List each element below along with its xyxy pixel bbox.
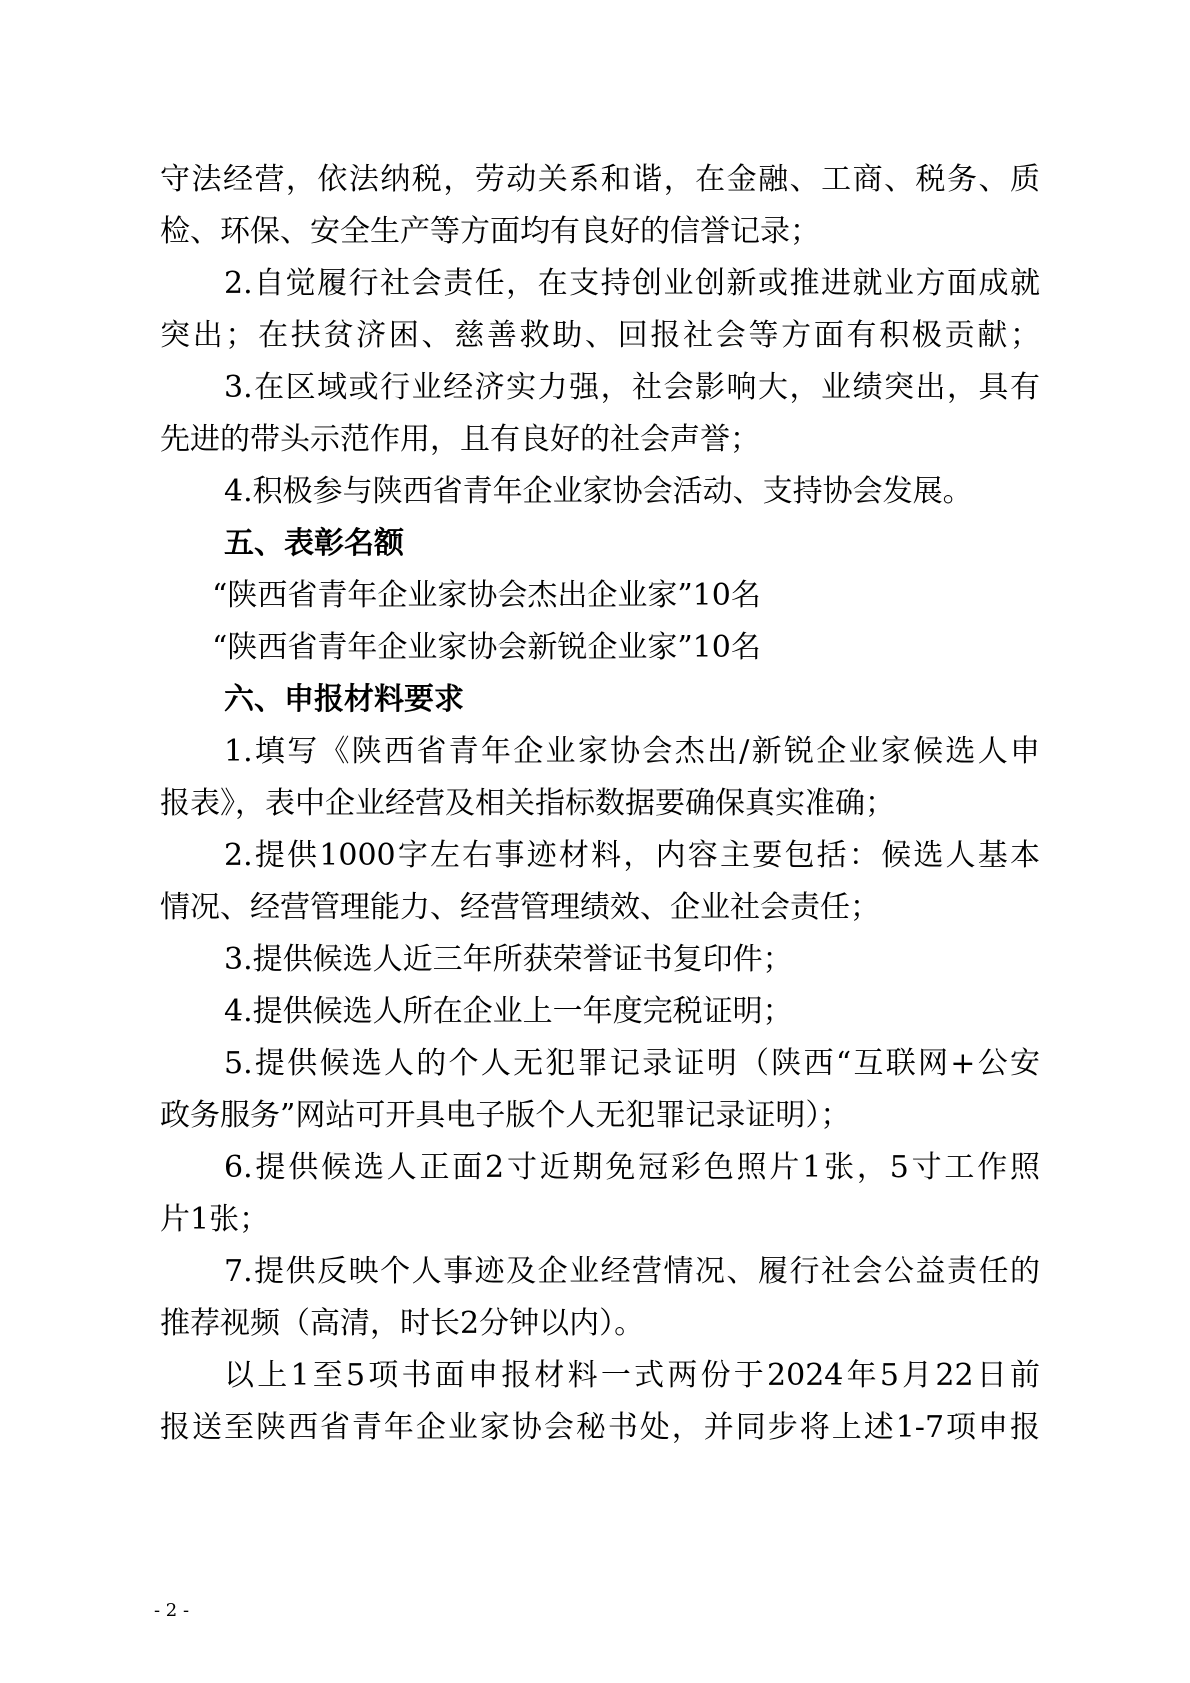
body-line: 7.提供反映个人事迹及企业经营情况、履行社会公益责任的 <box>224 1254 1040 1289</box>
award-quota-line: “陕西省青年企业家协会新锐企业家”10名 <box>212 630 761 665</box>
section-heading: 六、申报材料要求 <box>224 682 464 717</box>
body-line: 守法经营，依法纳税，劳动关系和谐，在金融、工商、税务、质 <box>160 162 1040 197</box>
body-line: 6.提供候选人正面2寸近期免冠彩色照片1张，5寸工作照 <box>224 1150 1040 1185</box>
body-line: 3.提供候选人近三年所获荣誉证书复印件； <box>224 942 793 977</box>
award-quota-line: “陕西省青年企业家协会杰出企业家”10名 <box>212 578 761 613</box>
page-number: - 2 - <box>154 1600 190 1621</box>
body-line: 报送至陕西省青年企业家协会秘书处，并同步将上述1-7项申报 <box>160 1410 1040 1445</box>
body-line: 先进的带头示范作用，且有良好的社会声誉； <box>160 422 760 457</box>
body-line: 以上1至5项书面申报材料一式两份于2024年5月22日前 <box>224 1358 1040 1393</box>
body-line: 报表》，表中企业经营及相关指标数据要确保真实准确； <box>160 786 895 821</box>
body-line: 推荐视频（高清，时长2分钟以内）。 <box>160 1306 645 1341</box>
body-line: 4.积极参与陕西省青年企业家协会活动、支持协会发展。 <box>224 474 973 509</box>
body-line: 2.自觉履行社会责任，在支持创业创新或推进就业方面成就 <box>224 266 1040 301</box>
body-line: 4.提供候选人所在企业上一年度完税证明； <box>224 994 793 1029</box>
body-line: 突出；在扶贫济困、慈善救助、回报社会等方面有积极贡献； <box>160 318 1040 353</box>
body-line: 政务服务”网站可开具电子版个人无犯罪记录证明）； <box>160 1098 851 1133</box>
section-heading: 五、表彰名额 <box>224 526 404 561</box>
body-line: 1.填写《陕西省青年企业家协会杰出/新锐企业家候选人申 <box>224 734 1040 769</box>
body-line: 5.提供候选人的个人无犯罪记录证明（陕西“互联网+公安 <box>224 1046 1040 1081</box>
body-line: 片1张； <box>160 1202 270 1237</box>
body-line: 2.提供1000字左右事迹材料，内容主要包括：候选人基本 <box>224 838 1040 873</box>
body-line: 3.在区域或行业经济实力强，社会影响大，业绩突出，具有 <box>224 370 1040 405</box>
body-line: 检、环保、安全生产等方面均有良好的信誉记录； <box>160 214 820 249</box>
body-line: 情况、经营管理能力、经营管理绩效、企业社会责任； <box>160 890 880 925</box>
